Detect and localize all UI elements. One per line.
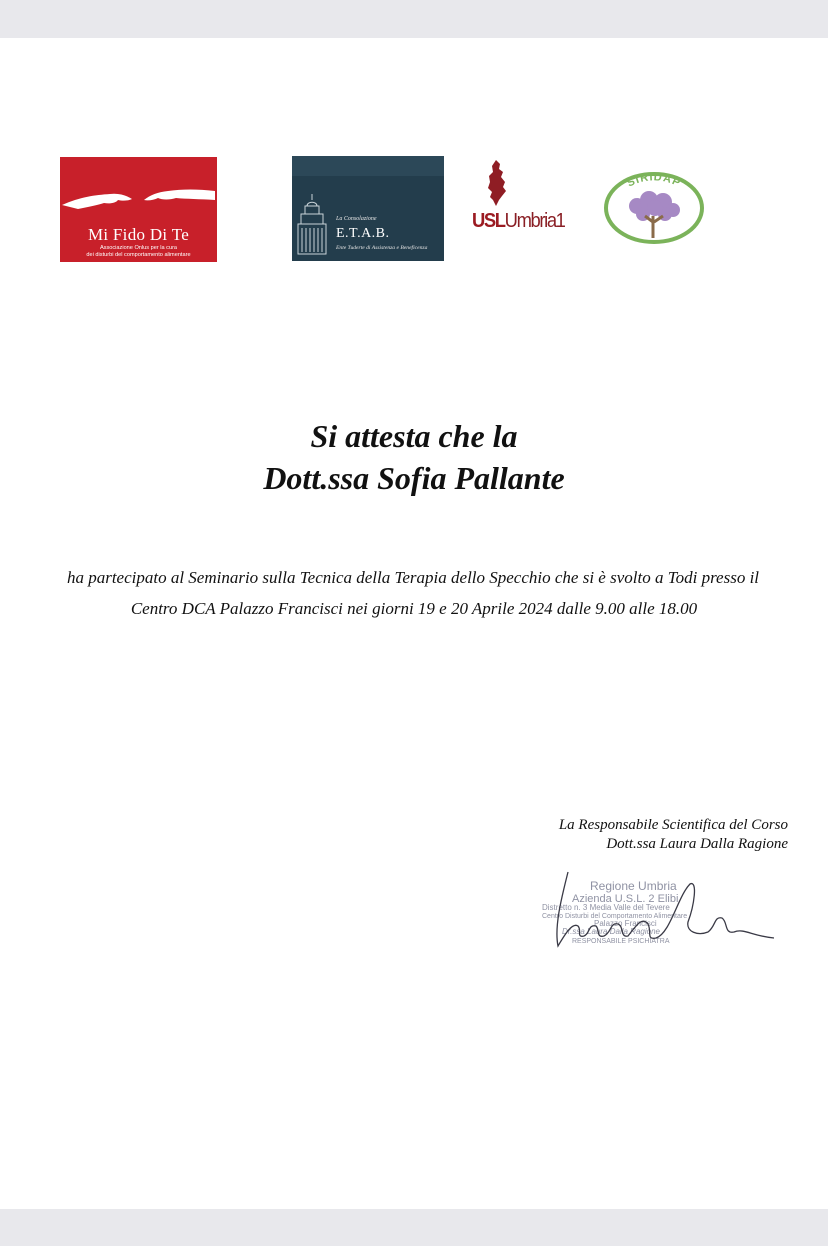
umbria-map-icon [486,160,508,206]
top-bar [0,0,828,38]
stamp-line-7: RESPONSABILE PSICHIATRA [572,938,670,945]
certificate-body-line2: Centro DCA Palazzo Francisci nei giorni 19 e 20 Aprile 2024 dalle 9.00 alle 18.00 [130,599,698,618]
usl-suffix: Umbria1 [504,210,565,232]
hands-icon [60,167,217,217]
etab-band [292,156,444,176]
siridap-name: SIRIDAP [625,172,683,190]
certificate-recipient-name: Dott.ssa Sofia Pallante [263,460,565,496]
certificate-heading-line1: Si attesta che la [310,418,518,454]
stamp-line-1: Regione Umbria [590,879,677,893]
stamp-line-4: Centro Disturbi del Comportamento Alimentare [542,913,688,920]
siridap-logo [603,172,705,244]
etab-logo [292,156,444,261]
palace-icon [296,192,328,256]
mifido-subtitle-line2: dei disturbi del comportamento alimentare [86,251,191,258]
usl-umbria-logo [468,160,565,238]
signatory-name: Dott.ssa Laura Dalla Ragione [606,836,788,852]
mifido-subtitle [64,245,213,258]
etab-description: Ente Tuderte di Assistenza e Beneficenza [336,245,428,251]
usl-text [472,210,565,233]
stamp-and-signature [538,866,778,966]
stamp-line-2: Azienda U.S.L. 2 Elibi [572,893,679,905]
svg-text:SIRIDAP [625,172,683,190]
usl-prefix: USL [472,210,505,232]
stamp-line-5: Palazzo Francisci [594,919,657,928]
stamp-line-6: Dr.ssa Laura Dalla Ragione [562,927,660,936]
stamp-line-3: Distretto n. 3 Media Valle del Tevere [542,903,670,912]
mifido-subtitle-line1: Associazione Onlus per la cura [99,245,178,251]
signatory-role: La Responsabile Scientifica del Corso [558,817,788,833]
etab-title: E.T.A.B. [336,226,390,241]
etab-small-text: La Consolazione [336,216,377,222]
mifido-name: Mi Fido Di Te [87,225,190,244]
certificate-body-line1: ha partecipato al Seminario sulla Tecnica della Terapia dello Specchio che si è svolto a Todi presso il [66,568,760,587]
bottom-bar [0,1209,828,1246]
mifido-logo [60,157,217,262]
